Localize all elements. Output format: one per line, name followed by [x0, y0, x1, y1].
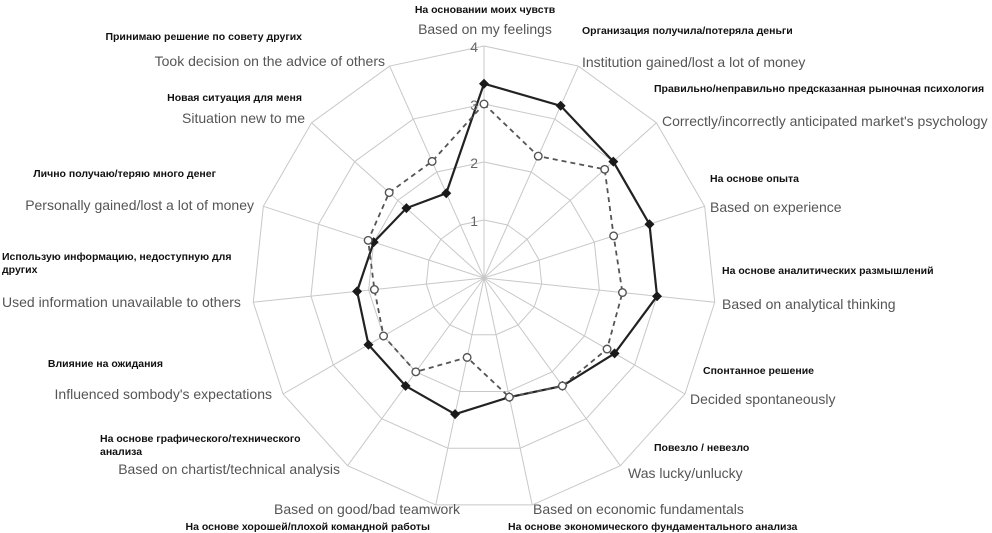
axis-label-group	[628, 442, 749, 481]
data-point-circle	[480, 100, 488, 108]
data-point-circle	[364, 237, 372, 245]
tick-label: 4	[470, 39, 478, 55]
data-point-circle	[428, 158, 436, 166]
axis-label-group	[508, 501, 798, 533]
grid-spoke-3	[484, 206, 705, 278]
data-point-circle	[610, 232, 618, 240]
axis-label-en: Took decision on the advice of others	[154, 53, 385, 69]
axis-label-ru: Повезло / невезло	[654, 442, 750, 454]
axis-label-ru: Новая ситуация для меня	[167, 92, 302, 104]
radar-grid	[253, 46, 714, 505]
axis-label-group	[186, 501, 461, 533]
axis-label-en: Based on economic fundamentals	[533, 501, 744, 517]
data-point-circle	[619, 289, 627, 297]
axis-label-ru: Спонтанное решение	[703, 365, 814, 377]
data-point-circle	[380, 332, 388, 340]
axis-label-en: Influenced sombody's expectations	[54, 386, 272, 402]
grid-spoke-13	[312, 123, 484, 278]
data-point-circle	[601, 166, 609, 174]
data-point-circle	[559, 382, 567, 390]
axis-label-en: Based on good/bad teamwork	[273, 501, 460, 517]
axis-label-group	[105, 31, 385, 69]
axis-label-group	[48, 358, 272, 402]
axis-label-en: Based on my feelings	[418, 21, 552, 37]
tick-label: 2	[470, 155, 478, 171]
axis-label-en: Used information unavailable to others	[2, 294, 241, 310]
grid-spoke-11	[253, 278, 484, 302]
series-line	[357, 84, 657, 414]
axis-label-en: Decided spontaneously	[690, 391, 836, 407]
axis-label-en: Based on analytical thinking	[722, 296, 896, 312]
tick-label: 3	[470, 97, 478, 113]
axis-label-group	[167, 92, 305, 126]
data-point-circle	[385, 189, 393, 197]
axis-label-ru: На основе экономического фундаментального анализа	[508, 521, 798, 533]
data-point-circle	[463, 354, 471, 362]
axis-label-group	[722, 265, 934, 312]
axis-label-en: Institution gained/lost a lot of money	[582, 54, 806, 70]
axis-label-en: Based on experience	[710, 199, 842, 215]
data-point-diamond	[352, 286, 362, 296]
axis-label-ru: На основе аналитических размышлений	[722, 265, 934, 277]
axis-label-ru: Использую информацию, недоступную для других	[2, 251, 232, 276]
data-point-diamond	[441, 188, 451, 198]
axis-label-ru: Организация получила/потеряла деньги	[582, 25, 793, 37]
grid-spoke-2	[484, 123, 656, 278]
data-point-circle	[534, 152, 542, 160]
data-point-diamond	[450, 409, 460, 419]
radial-tick-labels	[470, 39, 478, 229]
series-line	[368, 104, 622, 397]
axis-label-group	[415, 4, 556, 37]
series-dashed	[364, 100, 626, 401]
data-point-diamond	[479, 79, 489, 89]
axis-label-en: Was lucky/unlucky	[628, 465, 743, 481]
axis-label-ru: На основе опыта	[710, 173, 799, 185]
axis-label-group	[25, 168, 254, 213]
axis-label-group	[582, 25, 805, 70]
data-point-circle	[412, 368, 420, 376]
axis-label-group	[690, 365, 836, 407]
axis-label-ru: Принимаю решение по совету других	[105, 31, 302, 43]
data-point-diamond	[644, 219, 654, 229]
axis-label-ru: Лично получаю/теряю много денег	[33, 168, 216, 180]
axis-label-ru: Правильно/неправильно предсказанная рыночная психология	[654, 83, 985, 95]
axis-label-en: Correctly/incorrectly anticipated market's psychology	[662, 113, 988, 129]
tick-label: 1	[470, 213, 478, 229]
data-point-circle	[506, 393, 514, 401]
axis-label-en: Personally gained/lost a lot of money	[25, 197, 254, 213]
axis-label-group	[2, 251, 241, 310]
data-point-circle	[371, 286, 379, 294]
axis-label-ru: На основе графического/технического анализа	[100, 433, 301, 458]
axis-label-en: Situation new to me	[182, 110, 305, 126]
axis-label-ru: На основе хорошей/плохой командной работы	[185, 521, 430, 533]
data-point-circle	[603, 345, 611, 353]
axis-label-ru: На основании моих чувств	[414, 4, 556, 16]
grid-spoke-4	[484, 278, 715, 302]
axis-label-group	[100, 433, 340, 477]
axis-label-ru: Влияние на ожидания	[47, 358, 163, 370]
axis-label-en: Based on chartist/technical analysis	[118, 461, 340, 477]
axis-label-group	[710, 173, 842, 215]
axis-label-group	[654, 83, 988, 129]
